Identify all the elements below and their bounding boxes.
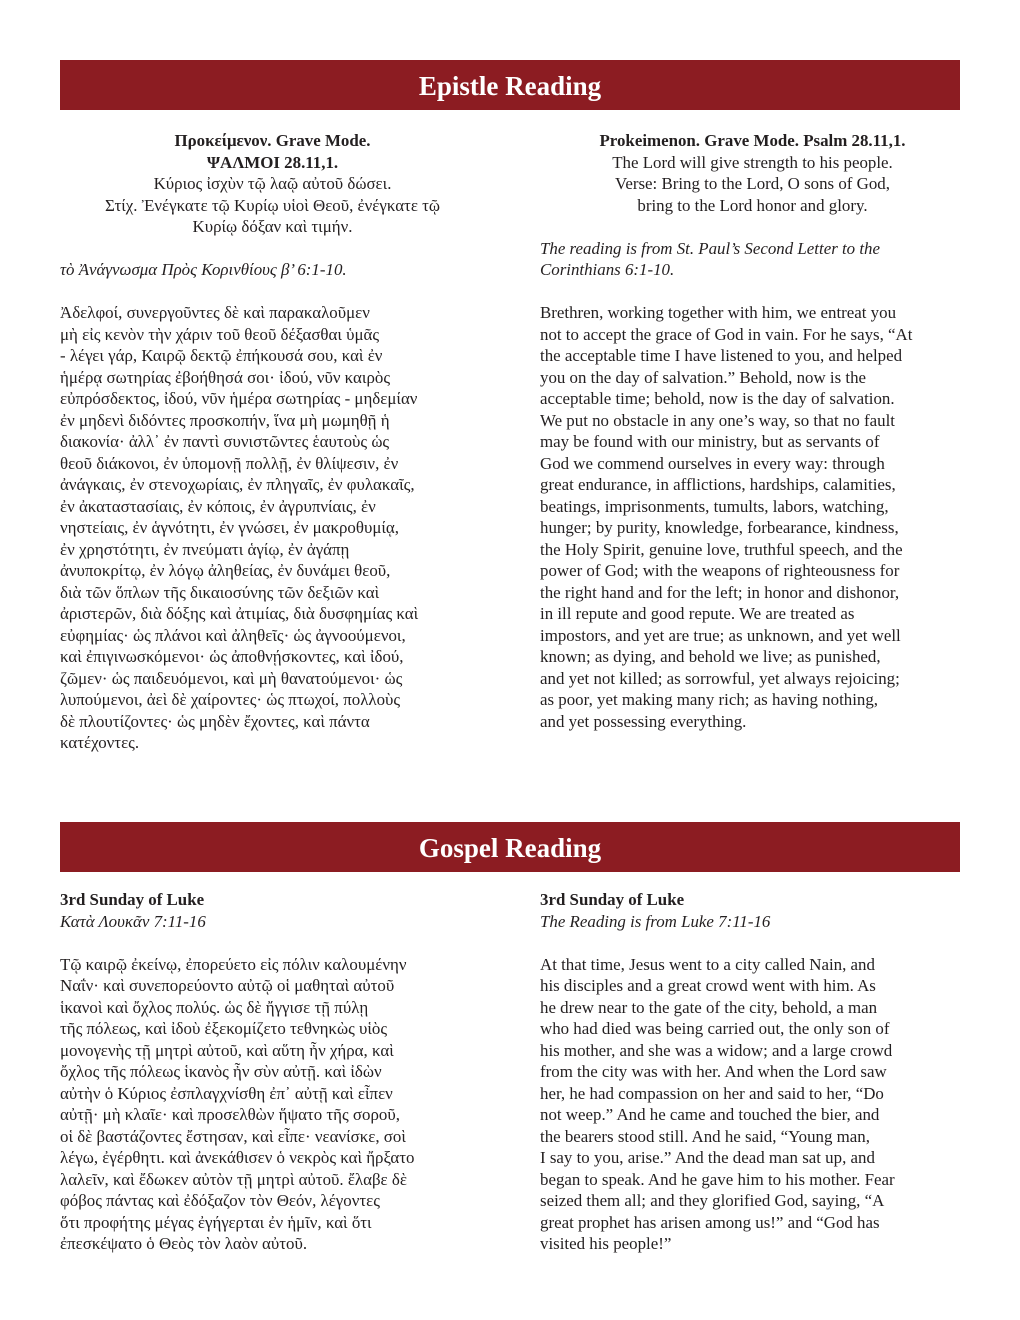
gospel-reading-banner: Gospel Reading (60, 822, 960, 872)
verse-line: bring to the Lord honor and glory. (637, 195, 868, 215)
greek-prokeimenon-verse (60, 173, 485, 238)
text-line: seized them all; and they glorified God, saying, “A (540, 1191, 885, 1210)
text-line: Τῷ καιρῷ ἐκείνῳ, ἐπορεύετο εἰς πόλιν καλουμένην (60, 954, 407, 974)
verse-line: Κυρίῳ δόξαν καὶ τιμήν. (192, 217, 353, 236)
english-prokeimenon (540, 130, 965, 152)
reference-line: The Reading is from Luke 7:11-16 (540, 911, 771, 931)
text-line: ἀνάγκαις, ἐν στενοχωρίαις, ἐν πληγαῖς, ἐν φυλακαῖς, (60, 475, 415, 494)
title-line: 3rd Sunday of Luke (540, 890, 685, 909)
text-line: his disciples and a great crowd went with him. As (540, 976, 876, 995)
text-line: ἀριστερῶν, διὰ δόξης καὶ ἀτιμίας, διὰ δυσφημίας καὶ (60, 604, 419, 623)
text-line: not weep.” And he came and touched the bier, and (540, 1105, 880, 1124)
text-line: ὅτι προφήτης μέγας ἐγήγερται ἐν ἡμῖν, καὶ ὅτι (60, 1212, 372, 1232)
text-line: νηστείαις, ἐν ἁγνότητι, ἐν γνώσει, ἐν μακροθυμίᾳ, (60, 518, 400, 537)
prokeimenon-line: Prokeimenon. Grave Mode. Psalm 28.11,1. (599, 131, 906, 150)
text-line: and yet not killed; as sorrowful, yet always rejoicing; (540, 668, 900, 688)
text-line: his mother, and she was a widow; and a large crowd (540, 1040, 893, 1060)
text-line: the right hand and for the left; in honor and dishonor, (540, 582, 900, 602)
text-line: beatings, imprisonments, tumults, labors, watching, (540, 496, 889, 516)
text-line: μονογενὴς τῇ μητρὶ αὐτοῦ, καὶ αὕτη ἦν χήρα, καὶ (60, 1040, 394, 1060)
verse-line: Κύριος ἰσχὺν τῷ λαῷ αὐτοῦ δώσει. (153, 174, 392, 193)
text-line: λέγω, ἐγέρθητι. καὶ ἀνεκάθισεν ὁ νεκρὸς καὶ ἤρξατο (60, 1148, 415, 1167)
text-line: power of God; with the weapons of righteousness for (540, 561, 900, 580)
text-line: κατέχοντες. (60, 733, 140, 752)
text-line: ἐν ἀκαταστασίαις, ἐν κόποις, ἐν ἀγρυπνίαις, ἐν (60, 496, 376, 516)
text-line: God we commend ourselves in every way: through (540, 453, 885, 473)
text-line: ἐν χρηστότητι, ἐν πνεύματι ἁγίῳ, ἐν ἀγάπῃ (60, 539, 350, 559)
text-line: Brethren, working together with him, we entreat you (540, 303, 897, 322)
text-line: φόβος πάντας καὶ ἐδόξαζον τὸν Θεόν, λέγοντες (60, 1191, 380, 1210)
text-line: impostors, and yet are true; as unknown, and yet well (540, 625, 901, 645)
gospel-english-column (540, 889, 965, 1255)
text-line: may be found with our ministry, but as servants of (540, 432, 880, 451)
text-line: her, he had compassion on her and said to her, “Do (540, 1083, 884, 1103)
text-line: acceptable time; behold, now is the day of salvation. (540, 389, 895, 408)
text-line: as poor, yet making many rich; as having nothing, (540, 690, 879, 709)
text-line: μὴ εἰς κενὸν τὴν χάριν τοῦ θεοῦ δέξασθαι ὑμᾶς (60, 324, 380, 344)
text-line: who had died was being carried out, the only son of (540, 1019, 890, 1038)
greek-gospel-reference (60, 911, 485, 933)
text-line: and yet possessing everything. (540, 711, 747, 731)
text-line: ἐπεσκέψατο ὁ Θεὸς τὸν λαὸν αὐτοῦ. (60, 1234, 308, 1253)
prokeimenon-line: Προκείμενον. Grave Mode. (174, 131, 371, 150)
text-line: καὶ ἐπιγινωσκόμενοι· ὡς ἀποθνῄσκοντες, καὶ ἰδού, (60, 647, 404, 666)
title-line: 3rd Sunday of Luke (60, 890, 205, 909)
text-line: known; as dying, and behold we live; as punished, (540, 647, 881, 666)
text-line: great endurance, in afflictions, hardships, calamities, (540, 475, 896, 494)
greek-gospel-text (60, 954, 485, 1255)
text-line: the bearers stood still. And he said, “Young man, (540, 1126, 870, 1146)
text-line: you on the day of salvation.” Behold, now is the (540, 367, 867, 387)
reference-line: τὸ Ἀνάγνωσμα Πρὸς Κορινθίους β’ 6:1-10. (60, 260, 347, 279)
text-line: αὐτῇ· μὴ κλαῖε· καὶ προσελθὼν ἥψατο τῆς σοροῦ, (60, 1105, 400, 1124)
greek-epistle-reference (60, 259, 485, 281)
english-gospel-title (540, 889, 965, 911)
verse-line: Verse: Bring to the Lord, O sons of God, (615, 174, 890, 193)
text-line: εὐφημίας· ὡς πλάνοι καὶ ἀληθεῖς· ὡς ἀγνοούμενοι, (60, 625, 406, 645)
text-line: I say to you, arise.” And the dead man sat up, and (540, 1148, 875, 1167)
text-line: ἐν μηδενὶ διδόντες προσκοπήν, ἵνα μὴ μωμηθῇ ἡ (60, 410, 390, 430)
gospel-greek-column (60, 889, 485, 1255)
english-gospel-text (540, 954, 965, 1255)
text-line: not to accept the grace of God in vain. For he says, “At (540, 324, 913, 344)
text-line: - λέγει γάρ, Καιρῷ δεκτῷ ἐπήκουσά σου, καὶ ἐν (60, 346, 383, 365)
greek-prokeimenon (60, 130, 485, 173)
text-line: ἀνυποκρίτῳ, ἐν λόγῳ ἀληθείας, ἐν δυνάμει θεοῦ, (60, 561, 391, 580)
text-line: he drew near to the gate of the city, behold, a man (540, 997, 878, 1017)
text-line: Ἀδελφοί, συνεργοῦντες δὲ καὶ παρακαλοῦμεν (60, 303, 370, 322)
text-line: λυπούμενοι, ἀεὶ δὲ χαίροντες· ὡς πτωχοί, πολλοὺς (60, 690, 401, 709)
psalm-line: ΨΑΛΜΟΙ 28.11,1. (206, 152, 339, 172)
epistle-reading-banner: Epistle Reading (60, 60, 960, 110)
text-line: great prophet has arisen among us!” and “God has (540, 1212, 880, 1232)
text-line: θεοῦ διάκονοι, ἐν ὑπομονῇ πολλῇ, ἐν θλίψεσιν, ἐν (60, 453, 399, 473)
text-line: Ναΐν· καὶ συνεπορεύοντο αὐτῷ οἱ μαθηταὶ αὐτοῦ (60, 976, 395, 995)
text-line: ἡμέρᾳ σωτηρίας ἐβοήθησά σοι· ἰδού, νῦν καιρὸς (60, 367, 391, 387)
text-line: διακονία· ἀλλ᾽ ἐν παντὶ συνιστῶντες ἑαυτοὺς ὡς (60, 432, 390, 451)
verse-line: The Lord will give strength to his people. (612, 152, 893, 172)
reference-line: Κατὰ Λουκᾶν 7:11-16 (60, 911, 206, 931)
english-epistle-text (540, 302, 965, 732)
text-line: λαλεῖν, καὶ ἔδωκεν αὐτὸν τῇ μητρὶ αὐτοῦ. ἔλαβε δὲ (60, 1169, 407, 1189)
text-line: διὰ τῶν ὅπλων τῆς δικαιοσύνης τῶν δεξιῶν καὶ (60, 582, 380, 602)
text-line: ὄχλος τῆς πόλεως ἱκανὸς ἦν σὺν αὐτῇ. καὶ ἰδὼν (60, 1062, 382, 1081)
text-line: began to speak. And he gave him to his mother. Fear (540, 1169, 895, 1189)
text-line: in ill repute and good repute. We are treated as (540, 604, 855, 623)
reference-line: Corinthians 6:1-10. (540, 260, 675, 279)
text-line: from the city was with her. And when the Lord saw (540, 1062, 887, 1081)
greek-gospel-title (60, 889, 485, 911)
text-line: τῆς πόλεως, καὶ ἰδοὺ ἐξεκομίζετο τεθνηκὼς υἱὸς (60, 1019, 388, 1038)
english-gospel-reference (540, 911, 965, 933)
text-line: εὐπρόσδεκτος, ἰδού, νῦν ἡμέρα σωτηρίας - μηδεμίαν (60, 389, 418, 408)
text-line: hunger; by purity, knowledge, forbearance, kindness, (540, 518, 899, 537)
text-line: αὐτὴν ὁ Κύριος ἐσπλαγχνίσθη ἐπ᾽ αὐτῇ καὶ εἶπεν (60, 1083, 393, 1103)
verse-line: Στίχ. Ἐνέγκατε τῷ Κυρίῳ υἱοὶ Θεοῦ, ἐνέγκατε τῷ (104, 195, 441, 215)
text-line: δὲ πλουτίζοντες· ὡς μηδὲν ἔχοντες, καὶ πάντα (60, 711, 370, 731)
text-line: ζῶμεν· ὡς παιδευόμενοι, καὶ μὴ θανατούμενοι· ὡς (60, 668, 403, 688)
text-line: the acceptable time I have listened to you, and helped (540, 346, 903, 365)
english-prokeimenon-verse (540, 152, 965, 217)
reference-line: The reading is from St. Paul’s Second Letter to the (540, 238, 880, 258)
text-line: οἱ δὲ βαστάζοντες ἔστησαν, καὶ εἶπε· νεανίσκε, σοὶ (60, 1126, 406, 1146)
epistle-english-column (540, 130, 965, 732)
epistle-greek-column (60, 130, 485, 754)
english-epistle-reference (540, 238, 965, 281)
text-line: the Holy Spirit, genuine love, truthful speech, and the (540, 539, 903, 559)
text-line: We put no obstacle in any one’s way, so that no fault (540, 410, 895, 430)
text-line: At that time, Jesus went to a city called Nain, and (540, 954, 875, 974)
text-line: ἱκανοὶ καὶ ὄχλος πολύς. ὡς δὲ ἤγγισε τῇ πύλῃ (60, 997, 369, 1017)
greek-epistle-text (60, 302, 485, 754)
text-line: visited his people!” (540, 1234, 672, 1253)
